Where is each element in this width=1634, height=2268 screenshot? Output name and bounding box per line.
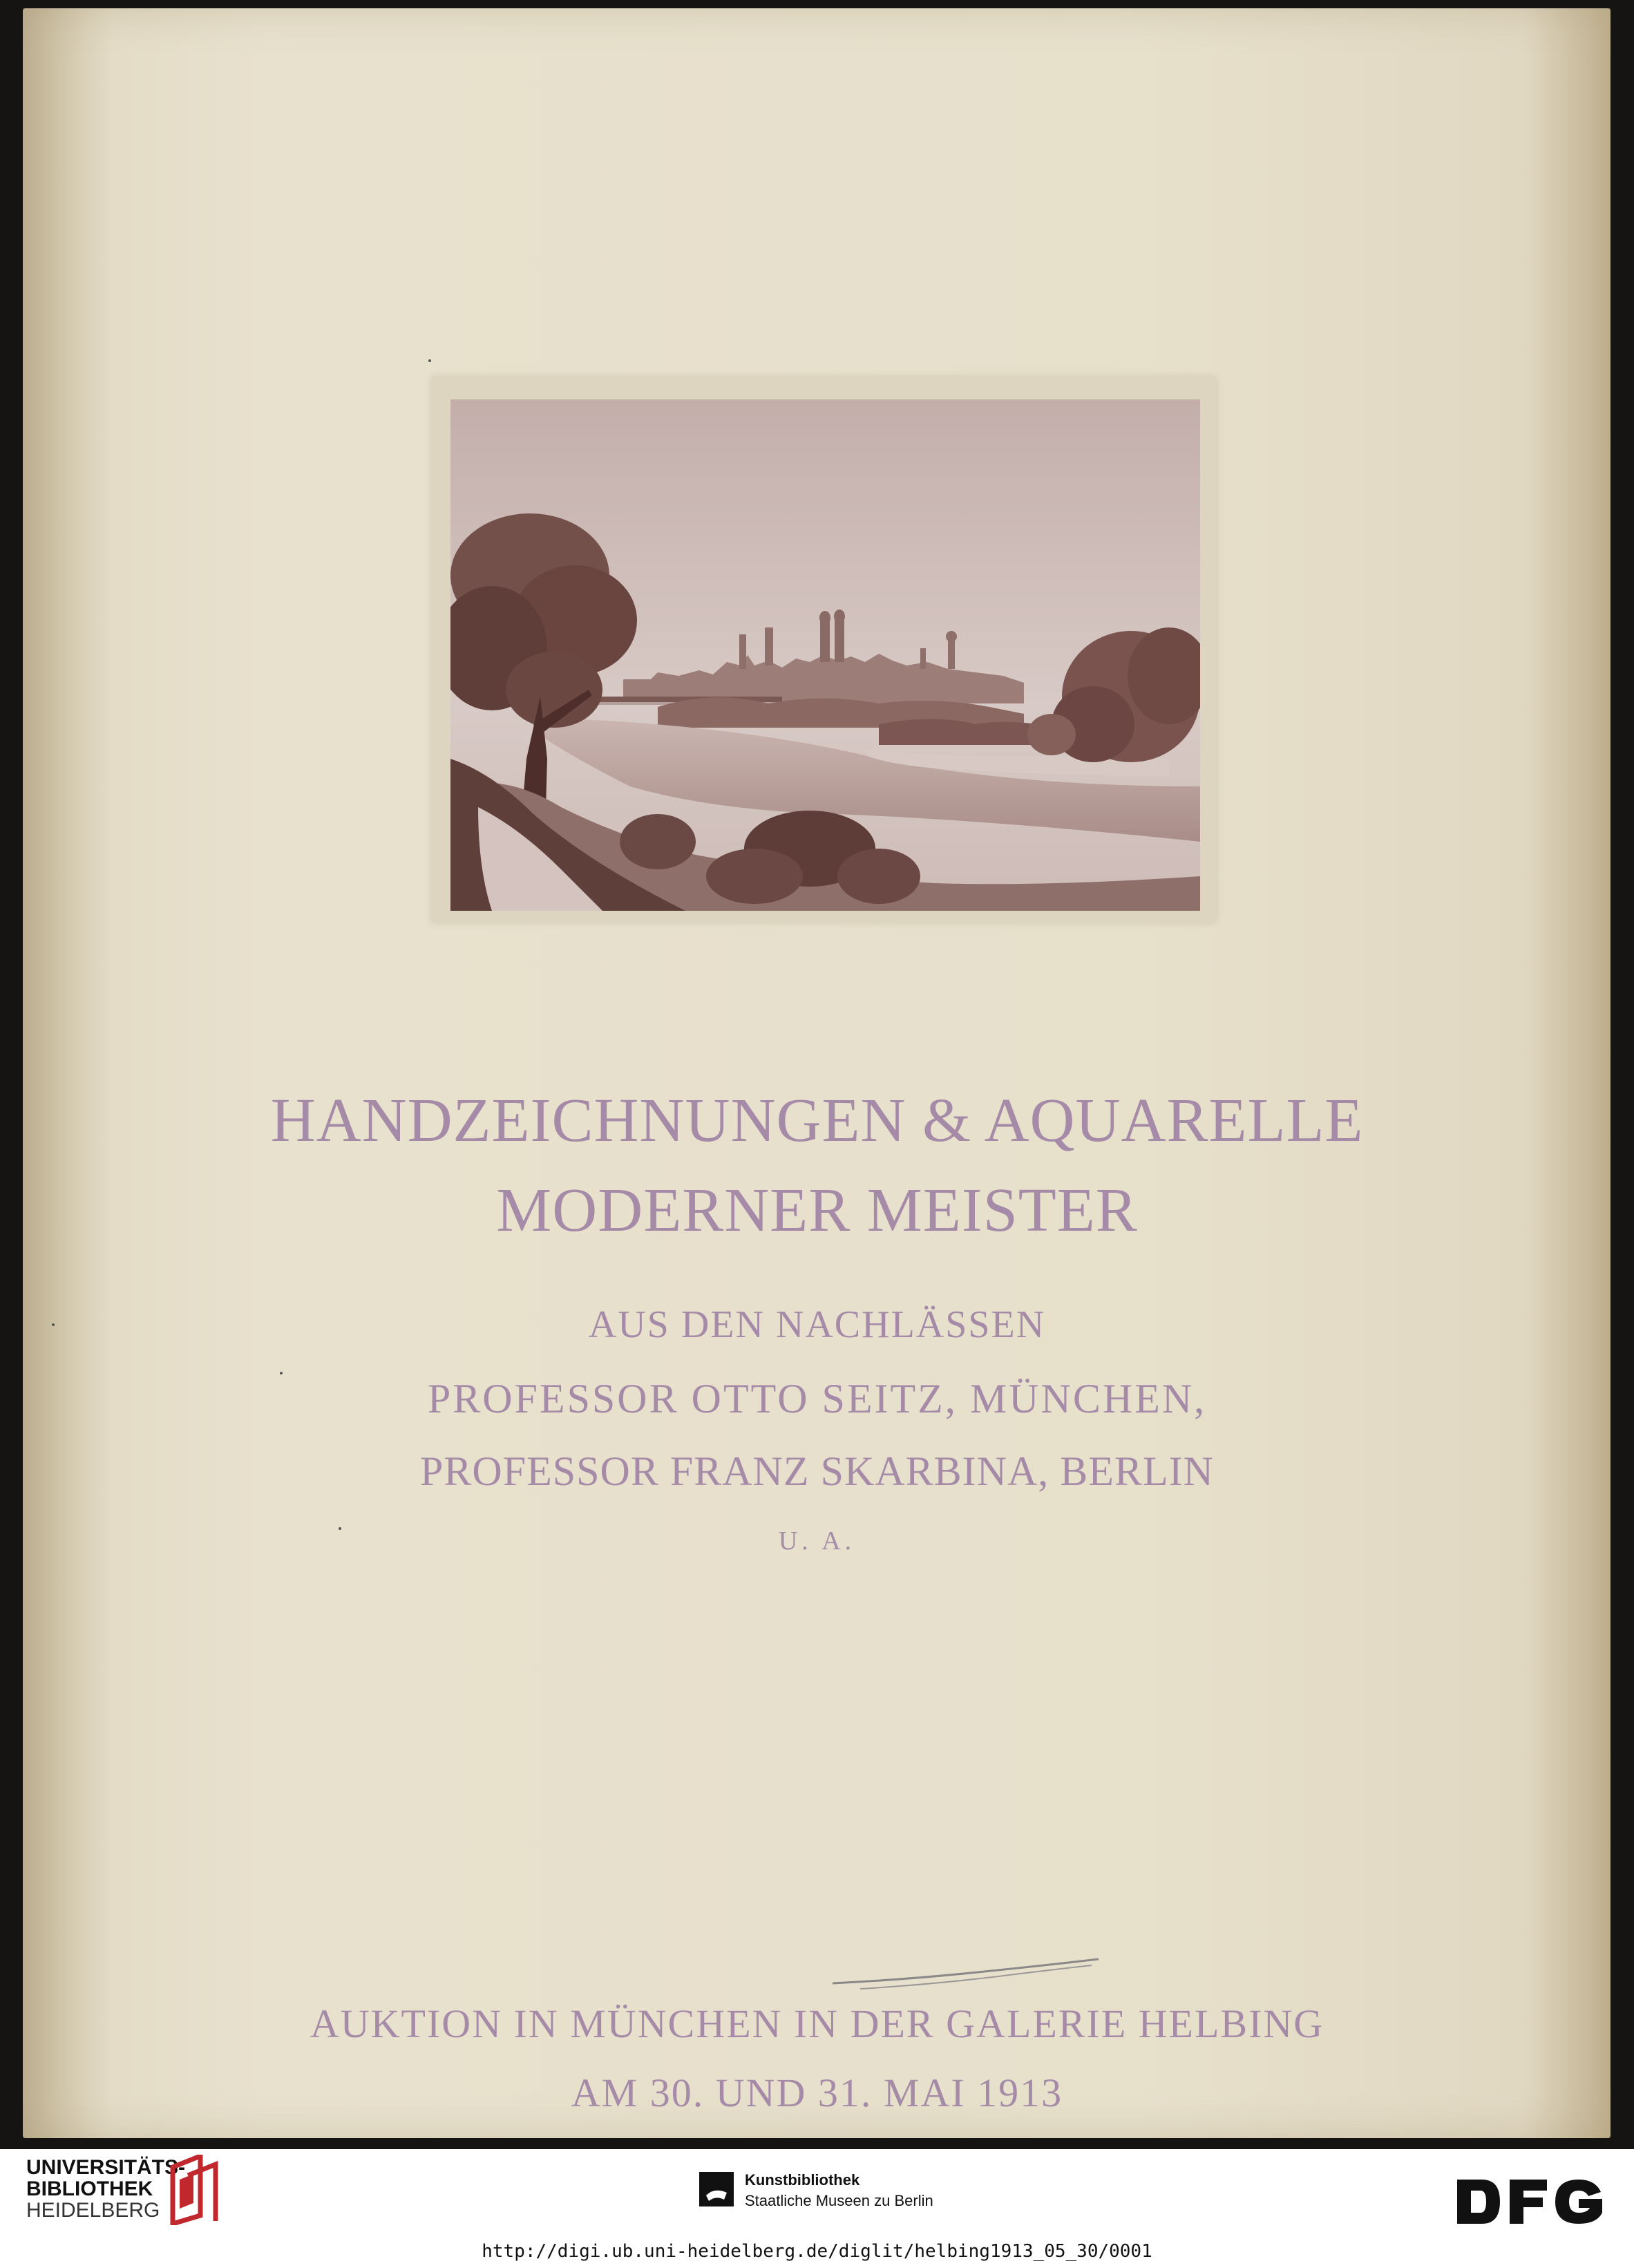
source-url: http://digi.ub.uni-heidelberg.de/diglit/helbing1913_05_30/0001 bbox=[482, 2241, 1152, 2262]
pencil-underline-mark bbox=[819, 1956, 1109, 1994]
paper-speck bbox=[280, 1372, 283, 1374]
catalogue-title-line-1: HANDZEICHNUNGEN & AQUARELLE bbox=[270, 1086, 1364, 1155]
kunstbibliothek-name: Kunstbibliothek bbox=[745, 2171, 860, 2189]
ub-logo-line-2: BIBLIOTHEK bbox=[26, 2177, 153, 2200]
paper-speck bbox=[52, 1323, 55, 1326]
catalogue-subtitle-line-2: PROFESSOR OTTO SEITZ, MÜNCHEN, bbox=[427, 1376, 1207, 1421]
catalogue-subtitle-line-1: AUS DEN NACHLÄSSEN bbox=[588, 1303, 1046, 1346]
ub-logo-line-1: UNIVERSITÄTS- bbox=[26, 2156, 186, 2179]
catalogue-cover bbox=[23, 8, 1611, 2138]
cover-illustration bbox=[450, 399, 1200, 911]
cover-spine-shading bbox=[23, 8, 113, 2138]
landscape-engraving bbox=[450, 399, 1200, 911]
catalogue-title-line-2: MODERNER MEISTER bbox=[496, 1176, 1138, 1245]
auction-date-line: AM 30. UND 31. MAI 1913 bbox=[571, 2070, 1063, 2115]
paper-speck bbox=[428, 359, 431, 362]
auction-venue-line: AUKTION IN MÜNCHEN IN DER GALERIE HELBING bbox=[310, 2001, 1324, 2046]
paper-speck bbox=[339, 1527, 341, 1530]
cover-edge-shading bbox=[1520, 8, 1611, 2138]
ub-heidelberg-emblem-icon bbox=[167, 2155, 222, 2225]
dfg-logo bbox=[1454, 2177, 1610, 2227]
kunstbibliothek-institution: Staatliche Museen zu Berlin bbox=[745, 2192, 933, 2209]
kunstbibliothek-logo-icon bbox=[699, 2172, 734, 2206]
ub-logo-line-3: HEIDELBERG bbox=[26, 2199, 160, 2222]
catalogue-subtitle-line-3: PROFESSOR FRANZ SKARBINA, BERLIN bbox=[420, 1448, 1214, 1494]
catalogue-subtitle-line-4: U. A. bbox=[778, 1527, 856, 1556]
